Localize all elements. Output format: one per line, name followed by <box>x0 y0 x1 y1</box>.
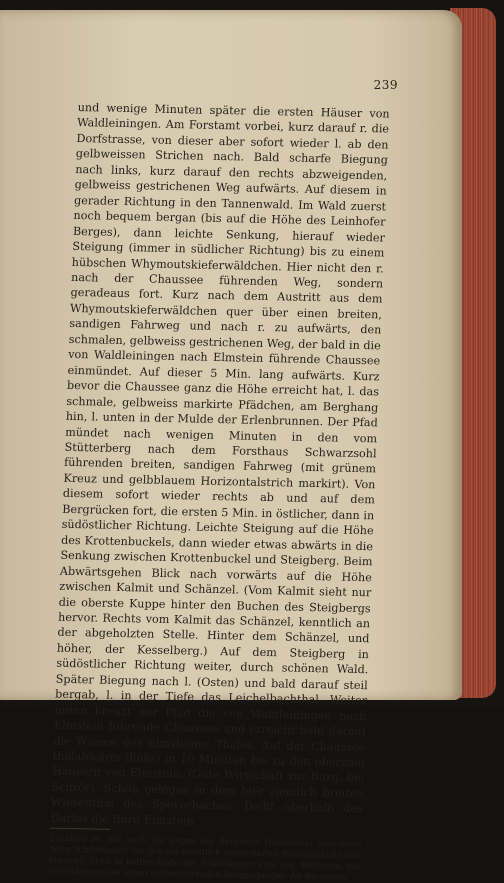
text-block <box>48 100 390 883</box>
footnote: Erhalten ist nur noch die gegen die Bergseite (Nordseite) gerichtete hohe Schildmauer, vor der ein künstlich verbreiterter Felseinschnitt sich hinzieht. Etwa in halber Höhe der Schildmauer eine sog. Pechnase, zur Verteidigung des unten vorbeiführenden Burgzuganges. An die innere <box>48 832 362 883</box>
book-page <box>0 10 462 883</box>
page-number: 239 <box>373 78 398 92</box>
body-paragraph: und wenige Minuten später die ersten Häuser von Waldleiningen. Am Forstamt vorbei, kurz darauf r. die Dorfstrasse, von dieser aber sofort wieder l. ab den gelbweissen Strichen nach. Bald scharfe Biegung nach links, kurz darauf den rechts abzweigenden, gelbweiss gestrichenen Weg aufwärts. Auf diesem in gerader Richtung in den Tannenwald. Im Wald zuerst noch bequem bergan (bis auf die Höhe des Leinhofer Berges), dann leichte Senkung, hierauf wieder Steigung (immer in südlicher Richtung) bis zu einem hübschen Whymoutskieferwäldchen. Hier nicht den r. nach der Chaussee führenden Weg, sondern geradeaus fort. Kurz nach dem Austritt aus dem Whymoutskieferwäldchen quer über einen breiten, sandigen Fahrweg und nach r. zu aufwärts, den schmalen, gelbweiss gestrichenen Weg, der bald in die von Waldleiningen nach Elmstein führende Chaussee einmündet. Auf dieser 5 Min. lang aufwärts. Kurz bevor die Chaussee ganz die Höhe erreicht hat, l. das schmale, gelbweiss markirte Pfädchen, am Berghang hin, l. unten in der Mulde der Erlenbrunnen. Der Pfad mündet nach wenigen Minuten in den vom Stütterberg nach dem Forsthaus Schwarzsohl führenden breiten, sandigen Fahrweg (mit grünem Kreuz und gelbblauem Horizontalstrich markirt). Von diesem sofort wieder rechts ab und auf dem Bergrücken fort, die ersten 5 Min. in östlicher, dann in südöstlicher Richtung. Leichte Steigung auf die Höhe des Krottenbuckels, dann wieder etwas abwärts in die Senkung zwischen Krottenbuckel und Steigberg. Beim Abwärtsgehen Blick nach vorwärts auf die Höhe zwischen Kalmit und Schänzel. (Vom Kalmit sieht nur die oberste Kuppe hinter den Buchen des Steigbergs hervor. Rechts vom Kalmit das Schänzel, kenntlich an der abgeholzten Stelle. Hinter dem Schänzel, und höher, der Kesselberg.) Auf dem Steigberg in südöstlicher Richtung weiter, durch schönen Wald. Später Biegung nach l. (Osten) und bald darauf steil bergab, l. in der Tiefe das Leichelbachthal. Weiter unten kreuzt der Pfad die von Waldleiningen nach Elmstein führende Chaussee und erreicht bald darauf die Wiesen des Elmsteiner Thales. Auf der Chaussee thalabwärts (links) in 10 Minuten bis zu den obersten Häusern von Elmstein. (Gute Wirtschaft zur Burg, bei Schrör). Schön gelegen in dem hier ziemlich breiten Wiesenthal des Speyerbaches. Dicht oberhalb des Dorfes die Burg Elmstein. <box>50 100 390 828</box>
footnote-divider <box>50 828 110 830</box>
